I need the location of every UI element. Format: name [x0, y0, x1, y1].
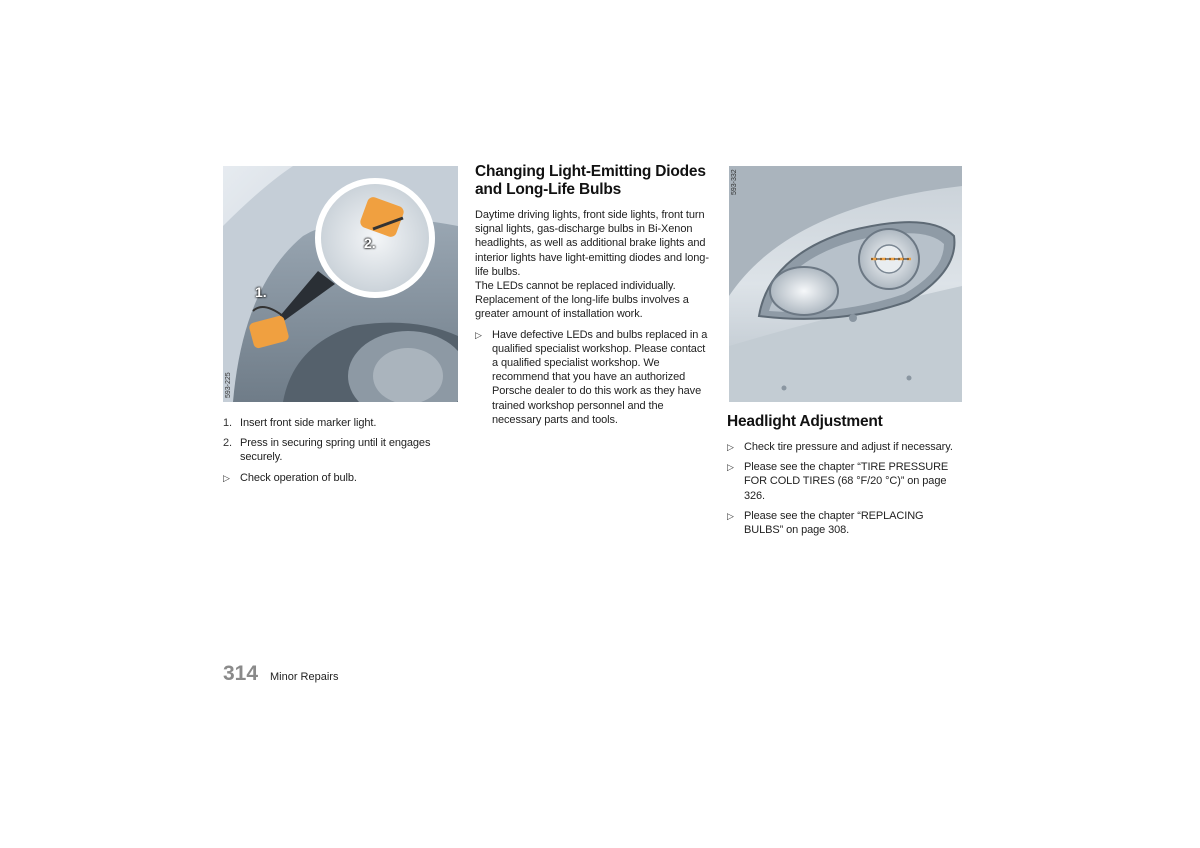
page-number: 314: [223, 662, 259, 685]
triangle-bullet-icon: ▷: [727, 442, 734, 452]
triangle-bullet-icon: ▷: [727, 462, 734, 473]
paragraph-2: The LEDs cannot be replaced individually. Replacement of the long-life bulbs involves a greater amount of installation work.: [475, 280, 689, 321]
headlight-illustration: [729, 166, 962, 402]
triangle-bullet-icon: ▷: [223, 472, 230, 483]
left-steps: [223, 416, 459, 491]
step-2: [223, 436, 459, 464]
step-1-marker: 1.: [223, 417, 232, 429]
side-marker-illustration: [223, 166, 458, 402]
workshop-bullet-text: Have defective LEDs and bulbs replaced in a qualified specialist workshop. Please contact a qualified specialist workshop. We recommend that you have an authorized Porsche dealer to do this work as they have trained workshop personnel and the necessary parts and tools.: [492, 328, 708, 426]
step-3-text: Check operation of bulb.: [240, 471, 357, 484]
step-2-text: Press in securing spring until it engages securely.: [240, 437, 431, 464]
tire-pressure-bullet: [727, 440, 965, 454]
tire-chapter-text: Please see the chapter “TIRE PRESSURE FOR COLD TIRES (68 °F/20 °C)” on page 326.: [744, 461, 949, 502]
triangle-bullet-icon: ▷: [475, 329, 482, 340]
section-name: Minor Repairs: [270, 671, 339, 683]
section-heading-headlight: Headlight Adjustment: [727, 413, 883, 430]
led-bulbs-section: [475, 163, 711, 433]
section-heading-leds: [475, 163, 711, 199]
figure-code-right: 593-332: [731, 169, 738, 195]
callout-2: 2.: [364, 235, 376, 251]
tire-pressure-text: Check tire pressure and adjust if necessary.: [744, 441, 953, 453]
figure-code-left: 593-225: [225, 372, 232, 398]
paragraph-1: Daytime driving lights, front side lights, front turn signal lights, gas-discharge bulbs in Bi-Xenon headlights, as well as additional brake lights and interior lights have light-emitting diodes and long-life bulbs.: [475, 209, 709, 278]
step-1: [223, 416, 459, 430]
callout-1: 1.: [255, 284, 267, 300]
heading-line-2: and Long-Life Bulbs: [475, 181, 622, 198]
step-1-text: Insert front side marker light.: [240, 417, 377, 429]
tire-chapter-bullet: [727, 460, 965, 503]
workshop-bullet: [475, 328, 711, 427]
bulbs-chapter-bullet: [727, 509, 965, 537]
step-3: [223, 471, 459, 485]
heading-line-1: Changing Light-Emitting Diodes: [475, 163, 706, 180]
bulbs-chapter-text: Please see the chapter “REPLACING BULBS” on page 308.: [744, 509, 924, 537]
step-2-marker: 2.: [223, 437, 232, 450]
headlight-adjustment-section: [727, 413, 965, 543]
triangle-bullet-icon: ▷: [727, 510, 734, 521]
